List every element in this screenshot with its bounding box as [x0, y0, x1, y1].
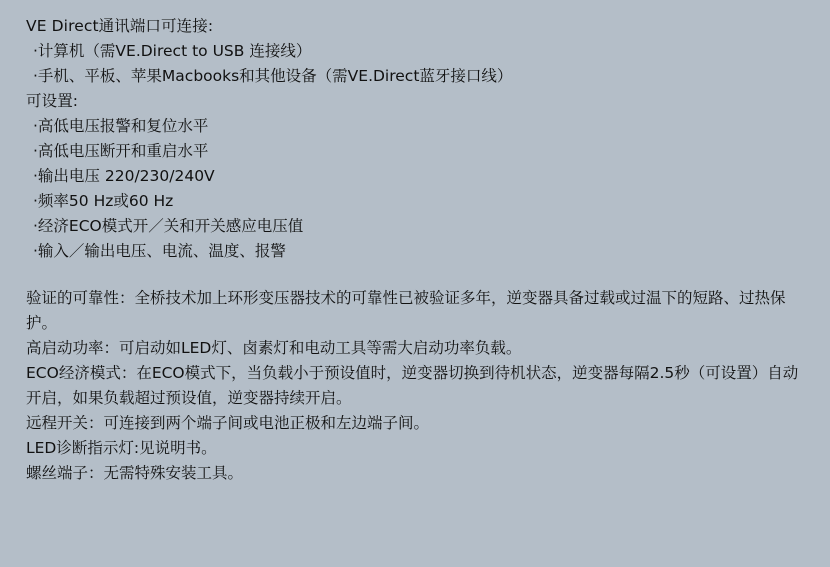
connect-section — [26, 14, 810, 89]
paragraph-eco-mode: ECO经济模式：在ECO模式下，当负载小于预设值时，逆变器切换到待机状态，逆变器每隔2.5秒（可设置）自动开启，如果负载超过预设值，逆变器持续开启。 — [26, 364, 799, 407]
paragraph-reliability: 验证的可靠性：全桥技术加上环形变压器技术的可靠性已被验证多年，逆变器具备过载或过温下的短路、过热保护。 — [26, 289, 786, 332]
list-item: ·经济ECO模式开／关和开关感应电压值 — [33, 217, 304, 235]
list-item: ·计算机（需VE.Direct to USB 连接线） — [33, 42, 312, 60]
paragraph-screw-terminal: 螺丝端子：无需特殊安装工具。 — [26, 464, 244, 482]
paragraph-start-power: 高启动功率：可启动如LED灯、卤素灯和电动工具等需大启动功率负载。 — [26, 339, 522, 357]
settings-heading: 可设置: — [26, 92, 79, 110]
paragraph-led-indicator: LED诊断指示灯:见说明书。 — [26, 439, 217, 457]
list-item: ·高低电压报警和复位水平 — [33, 117, 209, 135]
connect-heading: VE Direct通讯端口可连接: — [26, 17, 214, 35]
list-item: ·输出电压 220/230/240V — [33, 167, 215, 185]
settings-section — [26, 89, 810, 264]
paragraph-remote-switch: 远程开关：可连接到两个端子间或电池正极和左边端子间。 — [26, 414, 430, 432]
list-item: ·频率50 Hz或60 Hz — [33, 192, 174, 210]
list-item: ·高低电压断开和重启水平 — [33, 142, 209, 160]
list-item: ·输入／输出电压、电流、温度、报警 — [33, 242, 286, 260]
section-divider — [26, 264, 810, 286]
list-item: ·手机、平板、苹果Macbooks和其他设备（需VE.Direct蓝牙接口线） — [33, 67, 513, 85]
features-section — [26, 286, 810, 486]
